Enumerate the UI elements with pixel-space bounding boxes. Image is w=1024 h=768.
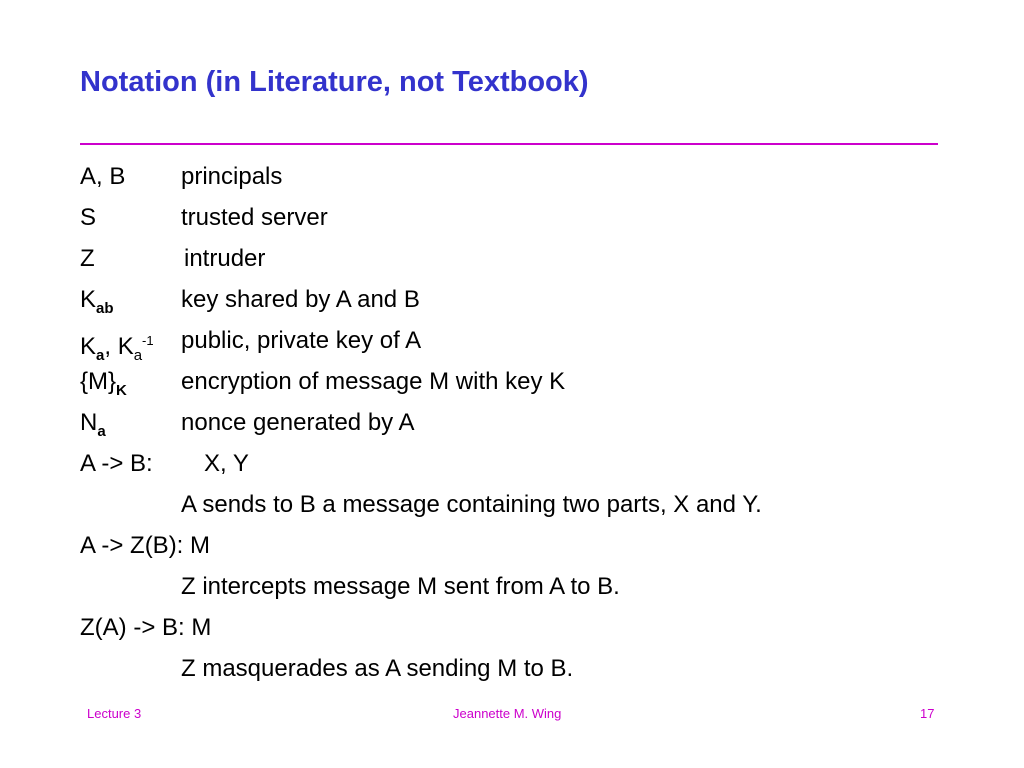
symbol-a-b: A, B (80, 163, 126, 190)
message-a-to-b-value: X, Y (204, 450, 249, 477)
slide-title: Notation (in Literature, not Textbook) (80, 66, 589, 98)
symbol-k-a-inv-subscript: a (133, 347, 143, 364)
symbol-k-a-base: K (80, 333, 97, 360)
message-masquerade-description: Z masquerades as A sending M to B. (181, 655, 574, 682)
symbol-nonce-subscript: a (97, 423, 106, 440)
symbol-nonce-base: N (80, 409, 98, 436)
definition-encryption: encryption of message M with key K (181, 368, 566, 395)
message-intercept-header: A -> Z(B): M (80, 532, 211, 559)
footer-author: Jeannette M. Wing (453, 706, 562, 721)
symbol-k-a-inv-superscript: -1 (142, 333, 154, 348)
symbol-k-ab (80, 286, 114, 323)
symbol-s: S (80, 204, 97, 231)
symbol-k-ab-subscript: ab (96, 300, 114, 317)
title-divider (80, 143, 938, 145)
symbol-k-a-subscript: a (96, 347, 105, 364)
symbol-k-a-separator: , K (104, 333, 134, 360)
symbol-k-ab-base: K (80, 286, 97, 313)
message-a-to-b-description: A sends to B a message containing two parts, X and Y. (181, 491, 762, 518)
message-a-to-b-header: A -> B: (80, 450, 153, 477)
definition-trusted-server: trusted server (181, 204, 328, 231)
footer-lecture: Lecture 3 (87, 706, 142, 721)
definition-nonce: nonce generated by A (181, 409, 415, 436)
definition-shared-key: key shared by A and B (181, 286, 420, 313)
footer-page-number: 17 (920, 706, 935, 721)
symbol-encryption-base: {M} (80, 368, 117, 395)
message-masquerade-header: Z(A) -> B: M (80, 614, 212, 641)
symbol-nonce (80, 409, 106, 446)
definition-principals: principals (181, 163, 283, 190)
symbol-k-a-pair (80, 327, 154, 370)
message-intercept-description: Z intercepts message M sent from A to B. (181, 573, 620, 600)
symbol-encryption-subscript: K (116, 382, 127, 399)
symbol-encryption (80, 368, 127, 405)
definition-public-private-key: public, private key of A (181, 327, 422, 354)
definition-intruder: intruder (184, 245, 266, 272)
symbol-z: Z (80, 245, 95, 272)
